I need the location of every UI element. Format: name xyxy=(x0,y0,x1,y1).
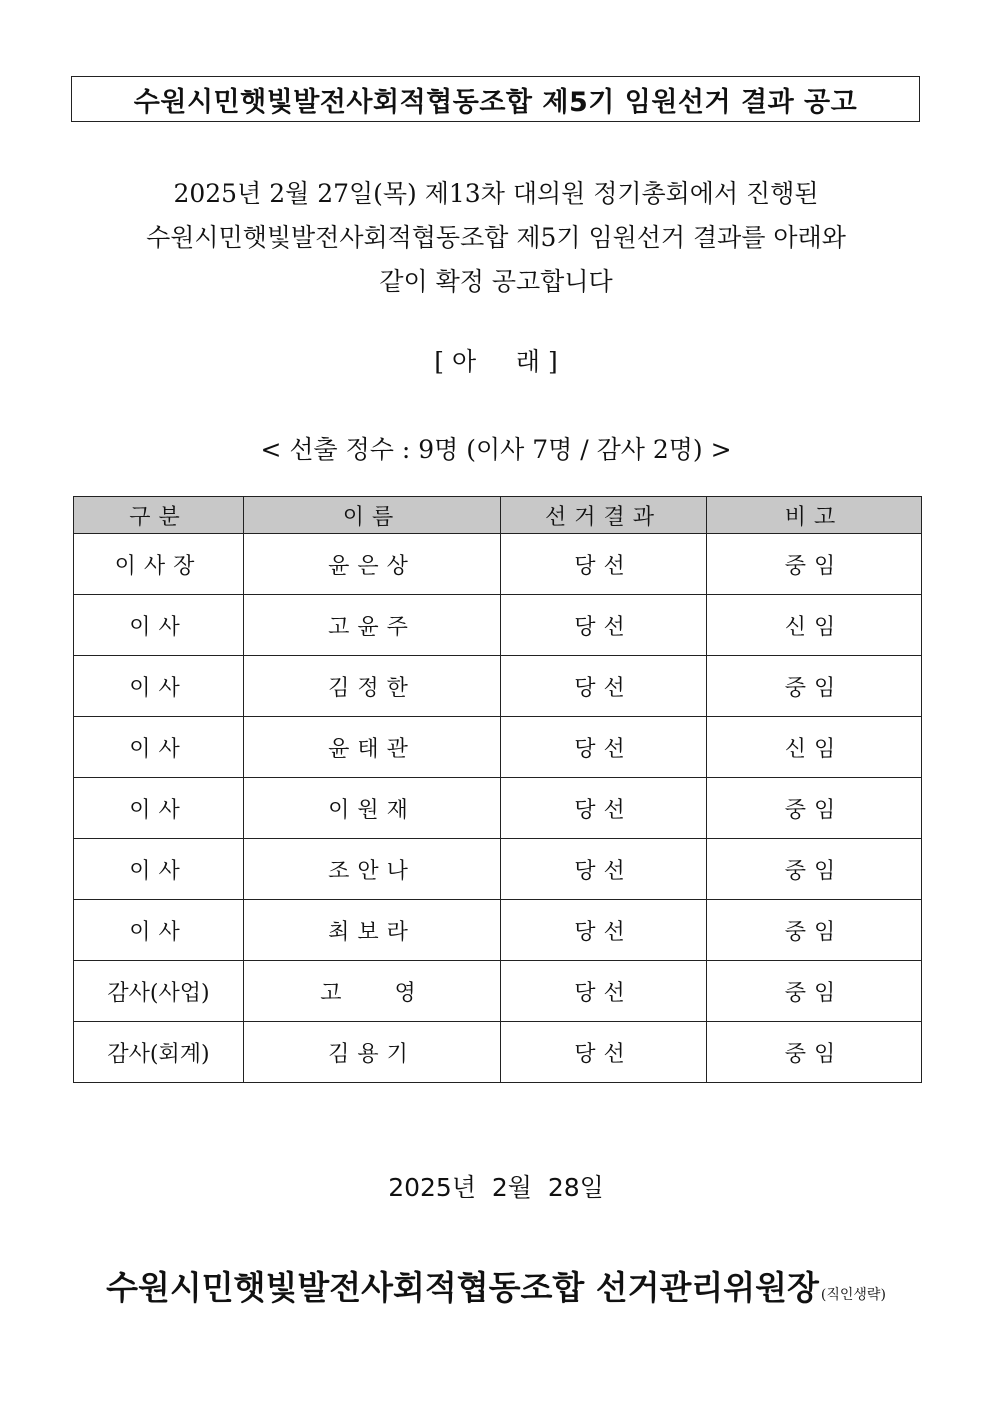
section-heading: [ 아 래 ] xyxy=(434,347,558,376)
table-row xyxy=(74,656,922,717)
cell-category: 이사 xyxy=(74,900,244,961)
table-row xyxy=(74,778,922,839)
intro-line-2: 수원시민햇빛발전사회적협동조합 제5기 임원선거 결과를 아래와 xyxy=(146,223,846,252)
header-remarks: 비고 xyxy=(707,497,922,534)
cell-result: 당선 xyxy=(501,961,707,1022)
cell-name: 김정한 xyxy=(244,656,501,717)
cell-result: 당선 xyxy=(501,534,707,595)
notice-title: 수원시민햇빛발전사회적협동조합 제5기 임원선거 결과 공고 xyxy=(71,76,920,122)
cell-category: 이사장 xyxy=(74,534,244,595)
cell-category: 이사 xyxy=(74,656,244,717)
table-header-row xyxy=(74,497,922,534)
cell-result: 당선 xyxy=(501,1022,707,1083)
header-category: 구분 xyxy=(74,497,244,534)
cell-category: 이사 xyxy=(74,595,244,656)
cell-remarks: 신임 xyxy=(707,595,922,656)
table-row xyxy=(74,534,922,595)
table-row xyxy=(74,900,922,961)
cell-result: 당선 xyxy=(501,717,707,778)
signature-block xyxy=(0,1262,992,1309)
cell-category: 이사 xyxy=(74,778,244,839)
intro-paragraph xyxy=(60,172,932,304)
cell-remarks: 중임 xyxy=(707,1022,922,1083)
cell-category: 이사 xyxy=(74,839,244,900)
cell-name: 조안나 xyxy=(244,839,501,900)
notice-date: 2025년 2월 28일 xyxy=(388,1173,604,1202)
table-row xyxy=(74,839,922,900)
cell-name: 윤은상 xyxy=(244,534,501,595)
header-result: 선거결과 xyxy=(501,497,707,534)
cell-remarks: 중임 xyxy=(707,900,922,961)
cell-name: 이원재 xyxy=(244,778,501,839)
cell-result: 당선 xyxy=(501,900,707,961)
cell-remarks: 중임 xyxy=(707,656,922,717)
signature-org: 수원시민햇빛발전사회적협동조합 선거관리위원장 xyxy=(106,1268,819,1307)
table-row xyxy=(74,595,922,656)
cell-result: 당선 xyxy=(501,778,707,839)
cell-remarks: 신임 xyxy=(707,717,922,778)
cell-name: 김용기 xyxy=(244,1022,501,1083)
cell-name: 고윤주 xyxy=(244,595,501,656)
table-row xyxy=(74,961,922,1022)
cell-remarks: 중임 xyxy=(707,961,922,1022)
cell-remarks: 중임 xyxy=(707,839,922,900)
cell-name: 최보라 xyxy=(244,900,501,961)
quota-line: < 선출 정수 : 9명 (이사 7명 / 감사 2명) > xyxy=(260,435,732,464)
cell-name: 윤태관 xyxy=(244,717,501,778)
table-row xyxy=(74,717,922,778)
cell-result: 당선 xyxy=(501,839,707,900)
seal-omitted-note: (직인생략) xyxy=(820,1287,886,1303)
cell-remarks: 중임 xyxy=(707,778,922,839)
intro-line-3: 같이 확정 공고합니다 xyxy=(379,267,613,296)
election-results-table xyxy=(73,496,922,1083)
header-name: 이름 xyxy=(244,497,501,534)
cell-remarks: 중임 xyxy=(707,534,922,595)
cell-result: 당선 xyxy=(501,595,707,656)
cell-category: 이사 xyxy=(74,717,244,778)
cell-category: 감사(회계) xyxy=(74,1022,244,1083)
cell-result: 당선 xyxy=(501,656,707,717)
table-row xyxy=(74,1022,922,1083)
cell-category: 감사(사업) xyxy=(74,961,244,1022)
cell-name: 고 영 xyxy=(244,961,501,1022)
intro-line-1: 2025년 2월 27일(목) 제13차 대의원 정기총회에서 진행된 xyxy=(173,179,819,208)
